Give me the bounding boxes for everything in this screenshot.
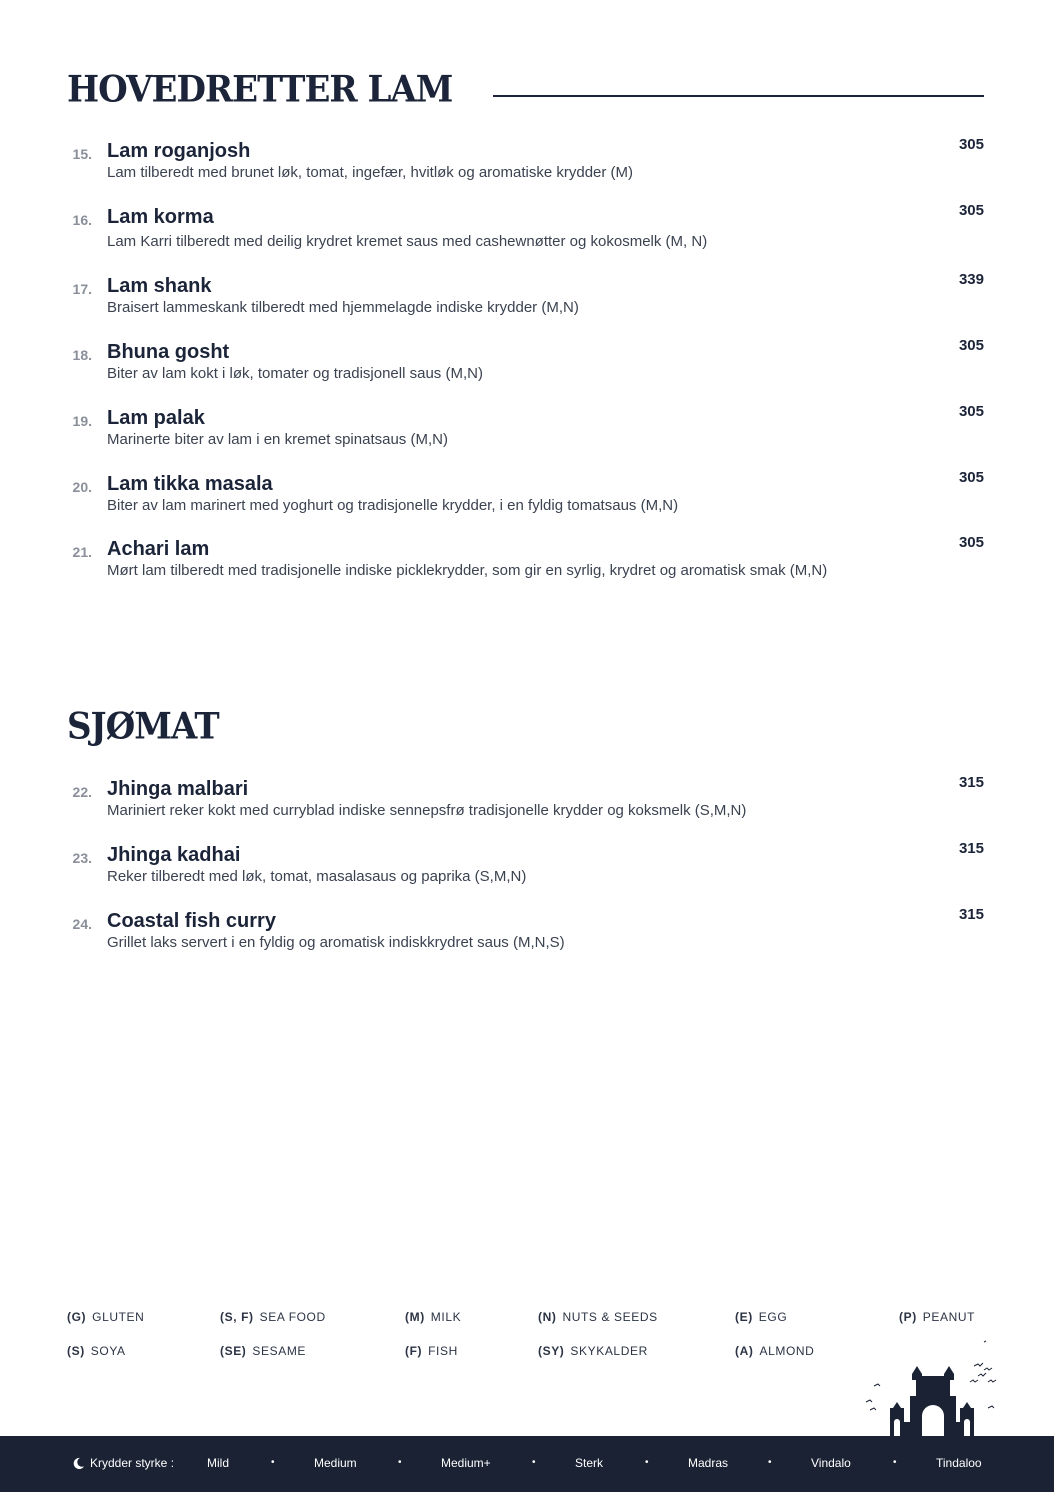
item-name: Lam tikka masala bbox=[107, 473, 273, 495]
item-description: Mørt lam tilberedt med tradisjonelle indiske picklekrydder, som gir en syrlig, krydret og aromatisk smak (M,N) bbox=[107, 562, 828, 579]
item-description: Reker tilberedt med løk, tomat, masalasaus og paprika (S,M,N) bbox=[107, 868, 527, 885]
item-number: 24. bbox=[72, 916, 92, 932]
item-name: Jhinga malbari bbox=[107, 778, 249, 800]
menu-item bbox=[67, 469, 984, 523]
menu-item bbox=[67, 337, 984, 391]
allergen-code: (E) bbox=[735, 1310, 753, 1324]
item-number: 23. bbox=[72, 850, 92, 866]
spice-level-mild: Mild bbox=[207, 1456, 230, 1470]
item-number: 17. bbox=[72, 281, 92, 297]
allergen-sesame bbox=[220, 1344, 306, 1358]
item-price: 315 bbox=[958, 906, 984, 923]
item-name: Lam korma bbox=[107, 206, 214, 228]
spice-level-madras: Madras bbox=[688, 1456, 729, 1470]
title-divider bbox=[493, 95, 984, 97]
separator-dot: • bbox=[768, 1457, 772, 1468]
separator-dot: • bbox=[532, 1457, 536, 1468]
allergen-nuts bbox=[538, 1310, 658, 1324]
item-price: 339 bbox=[958, 271, 984, 288]
allergen-label: SEA FOOD bbox=[259, 1310, 326, 1324]
allergen-code: (A) bbox=[735, 1344, 754, 1358]
item-name: Lam palak bbox=[107, 407, 205, 429]
item-description: Lam Karri tilberedt med deilig krydret kremet saus med cashewnøtter og kokosmelk (M, N) bbox=[107, 233, 708, 250]
item-description: Grillet laks servert i en fyldig og aromatisk indiskkrydret saus (M,N,S) bbox=[107, 934, 565, 951]
item-price: 305 bbox=[958, 136, 984, 153]
allergen-label: ALMOND bbox=[759, 1344, 815, 1358]
allergen-code: (SY) bbox=[538, 1344, 565, 1358]
separator-dot: • bbox=[893, 1457, 897, 1468]
item-name: Achari lam bbox=[107, 538, 210, 560]
item-price: 315 bbox=[958, 840, 984, 857]
allergen-soya bbox=[67, 1344, 126, 1358]
item-name: Bhuna gosht bbox=[107, 341, 230, 363]
allergen-fish bbox=[405, 1344, 458, 1358]
menu-item bbox=[67, 202, 984, 256]
allergen-gluten bbox=[67, 1310, 144, 1324]
moon-icon bbox=[72, 1457, 85, 1470]
spice-level-sterk: Sterk bbox=[575, 1456, 604, 1470]
item-description: Mariniert reker kokt med curryblad indiske sennepsfrø tradisjonelle krydder og koksmelk (S,M,N) bbox=[107, 802, 747, 819]
menu-item bbox=[67, 271, 984, 325]
item-name: Lam roganjosh bbox=[107, 140, 251, 162]
allergen-seafood bbox=[220, 1310, 326, 1324]
allergen-code: (G) bbox=[67, 1310, 87, 1324]
separator-dot: • bbox=[645, 1457, 649, 1468]
section-title-lamb: HOVEDRETTER LAM bbox=[67, 68, 453, 112]
menu-item bbox=[67, 403, 984, 457]
item-price: 305 bbox=[958, 534, 984, 551]
allergen-milk bbox=[405, 1310, 461, 1324]
section-title-seafood: SJØMAT bbox=[67, 705, 219, 749]
menu-item bbox=[67, 774, 984, 828]
item-name: Jhinga kadhai bbox=[107, 844, 241, 866]
allergen-label: FISH bbox=[428, 1344, 458, 1358]
allergen-label: SESAME bbox=[252, 1344, 307, 1358]
item-number: 19. bbox=[72, 413, 92, 429]
allergen-code: (N) bbox=[538, 1310, 557, 1324]
menu-item bbox=[67, 840, 984, 894]
item-name: Lam shank bbox=[107, 275, 212, 297]
item-description: Marinerte biter av lam i en kremet spinatsaus (M,N) bbox=[107, 431, 448, 448]
item-number: 20. bbox=[72, 479, 92, 495]
spice-level-vindalo: Vindalo bbox=[811, 1456, 851, 1470]
item-price: 315 bbox=[958, 774, 984, 791]
item-price: 305 bbox=[958, 469, 984, 486]
item-number: 15. bbox=[72, 146, 92, 162]
separator-dot: • bbox=[271, 1457, 275, 1468]
spice-label: Krydder styrke : bbox=[90, 1456, 175, 1470]
allergen-label: PEANUT bbox=[922, 1310, 976, 1324]
item-description: Lam tilberedt med brunet løk, tomat, ingefær, hvitløk og aromatiske krydder (M) bbox=[107, 164, 634, 181]
item-number: 18. bbox=[72, 347, 92, 363]
allergen-code: (F) bbox=[405, 1344, 423, 1358]
allergen-code: (M) bbox=[405, 1310, 425, 1324]
item-price: 305 bbox=[958, 403, 984, 420]
gateway-monument-icon bbox=[860, 1336, 1000, 1436]
item-description: Biter av lam kokt i løk, tomater og tradisjonell saus (M,N) bbox=[107, 365, 483, 382]
separator-dot: • bbox=[398, 1457, 402, 1468]
spice-level-medium: Medium bbox=[314, 1456, 357, 1470]
allergen-code: (P) bbox=[899, 1310, 917, 1324]
item-number: 21. bbox=[72, 544, 92, 560]
item-description: Biter av lam marinert med yoghurt og tradisjonelle krydder, i en fyldig tomatsaus (M,N) bbox=[107, 497, 679, 514]
item-name: Coastal fish curry bbox=[107, 910, 276, 932]
allergen-code: (S, F) bbox=[220, 1310, 254, 1324]
item-price: 305 bbox=[958, 337, 984, 354]
item-description: Braisert lammeskank tilberedt med hjemmelagde indiske krydder (M,N) bbox=[107, 299, 579, 316]
allergen-skykalder bbox=[538, 1344, 648, 1358]
menu-item bbox=[67, 136, 984, 190]
allergen-code: (S) bbox=[67, 1344, 85, 1358]
allergen-label: NUTS & SEEDS bbox=[562, 1310, 658, 1324]
item-number: 22. bbox=[72, 784, 92, 800]
allergen-label: SOYA bbox=[90, 1344, 126, 1358]
allergen-egg bbox=[735, 1310, 787, 1324]
spice-level-tindaloo: Tindaloo bbox=[936, 1456, 982, 1470]
spice-level-medium-plus: Medium+ bbox=[441, 1456, 491, 1470]
item-number: 16. bbox=[72, 212, 92, 228]
allergen-code: (SE) bbox=[220, 1344, 247, 1358]
allergen-label: SKYKALDER bbox=[570, 1344, 648, 1358]
menu-item bbox=[67, 906, 984, 960]
allergen-almond bbox=[735, 1344, 814, 1358]
allergen-peanut bbox=[899, 1310, 975, 1324]
allergen-label: EGG bbox=[758, 1310, 788, 1324]
menu-item bbox=[67, 534, 984, 588]
allergen-label: GLUTEN bbox=[92, 1310, 145, 1324]
allergen-label: MILK bbox=[430, 1310, 462, 1324]
spice-level-footer bbox=[0, 1436, 1054, 1492]
item-price: 305 bbox=[958, 202, 984, 219]
